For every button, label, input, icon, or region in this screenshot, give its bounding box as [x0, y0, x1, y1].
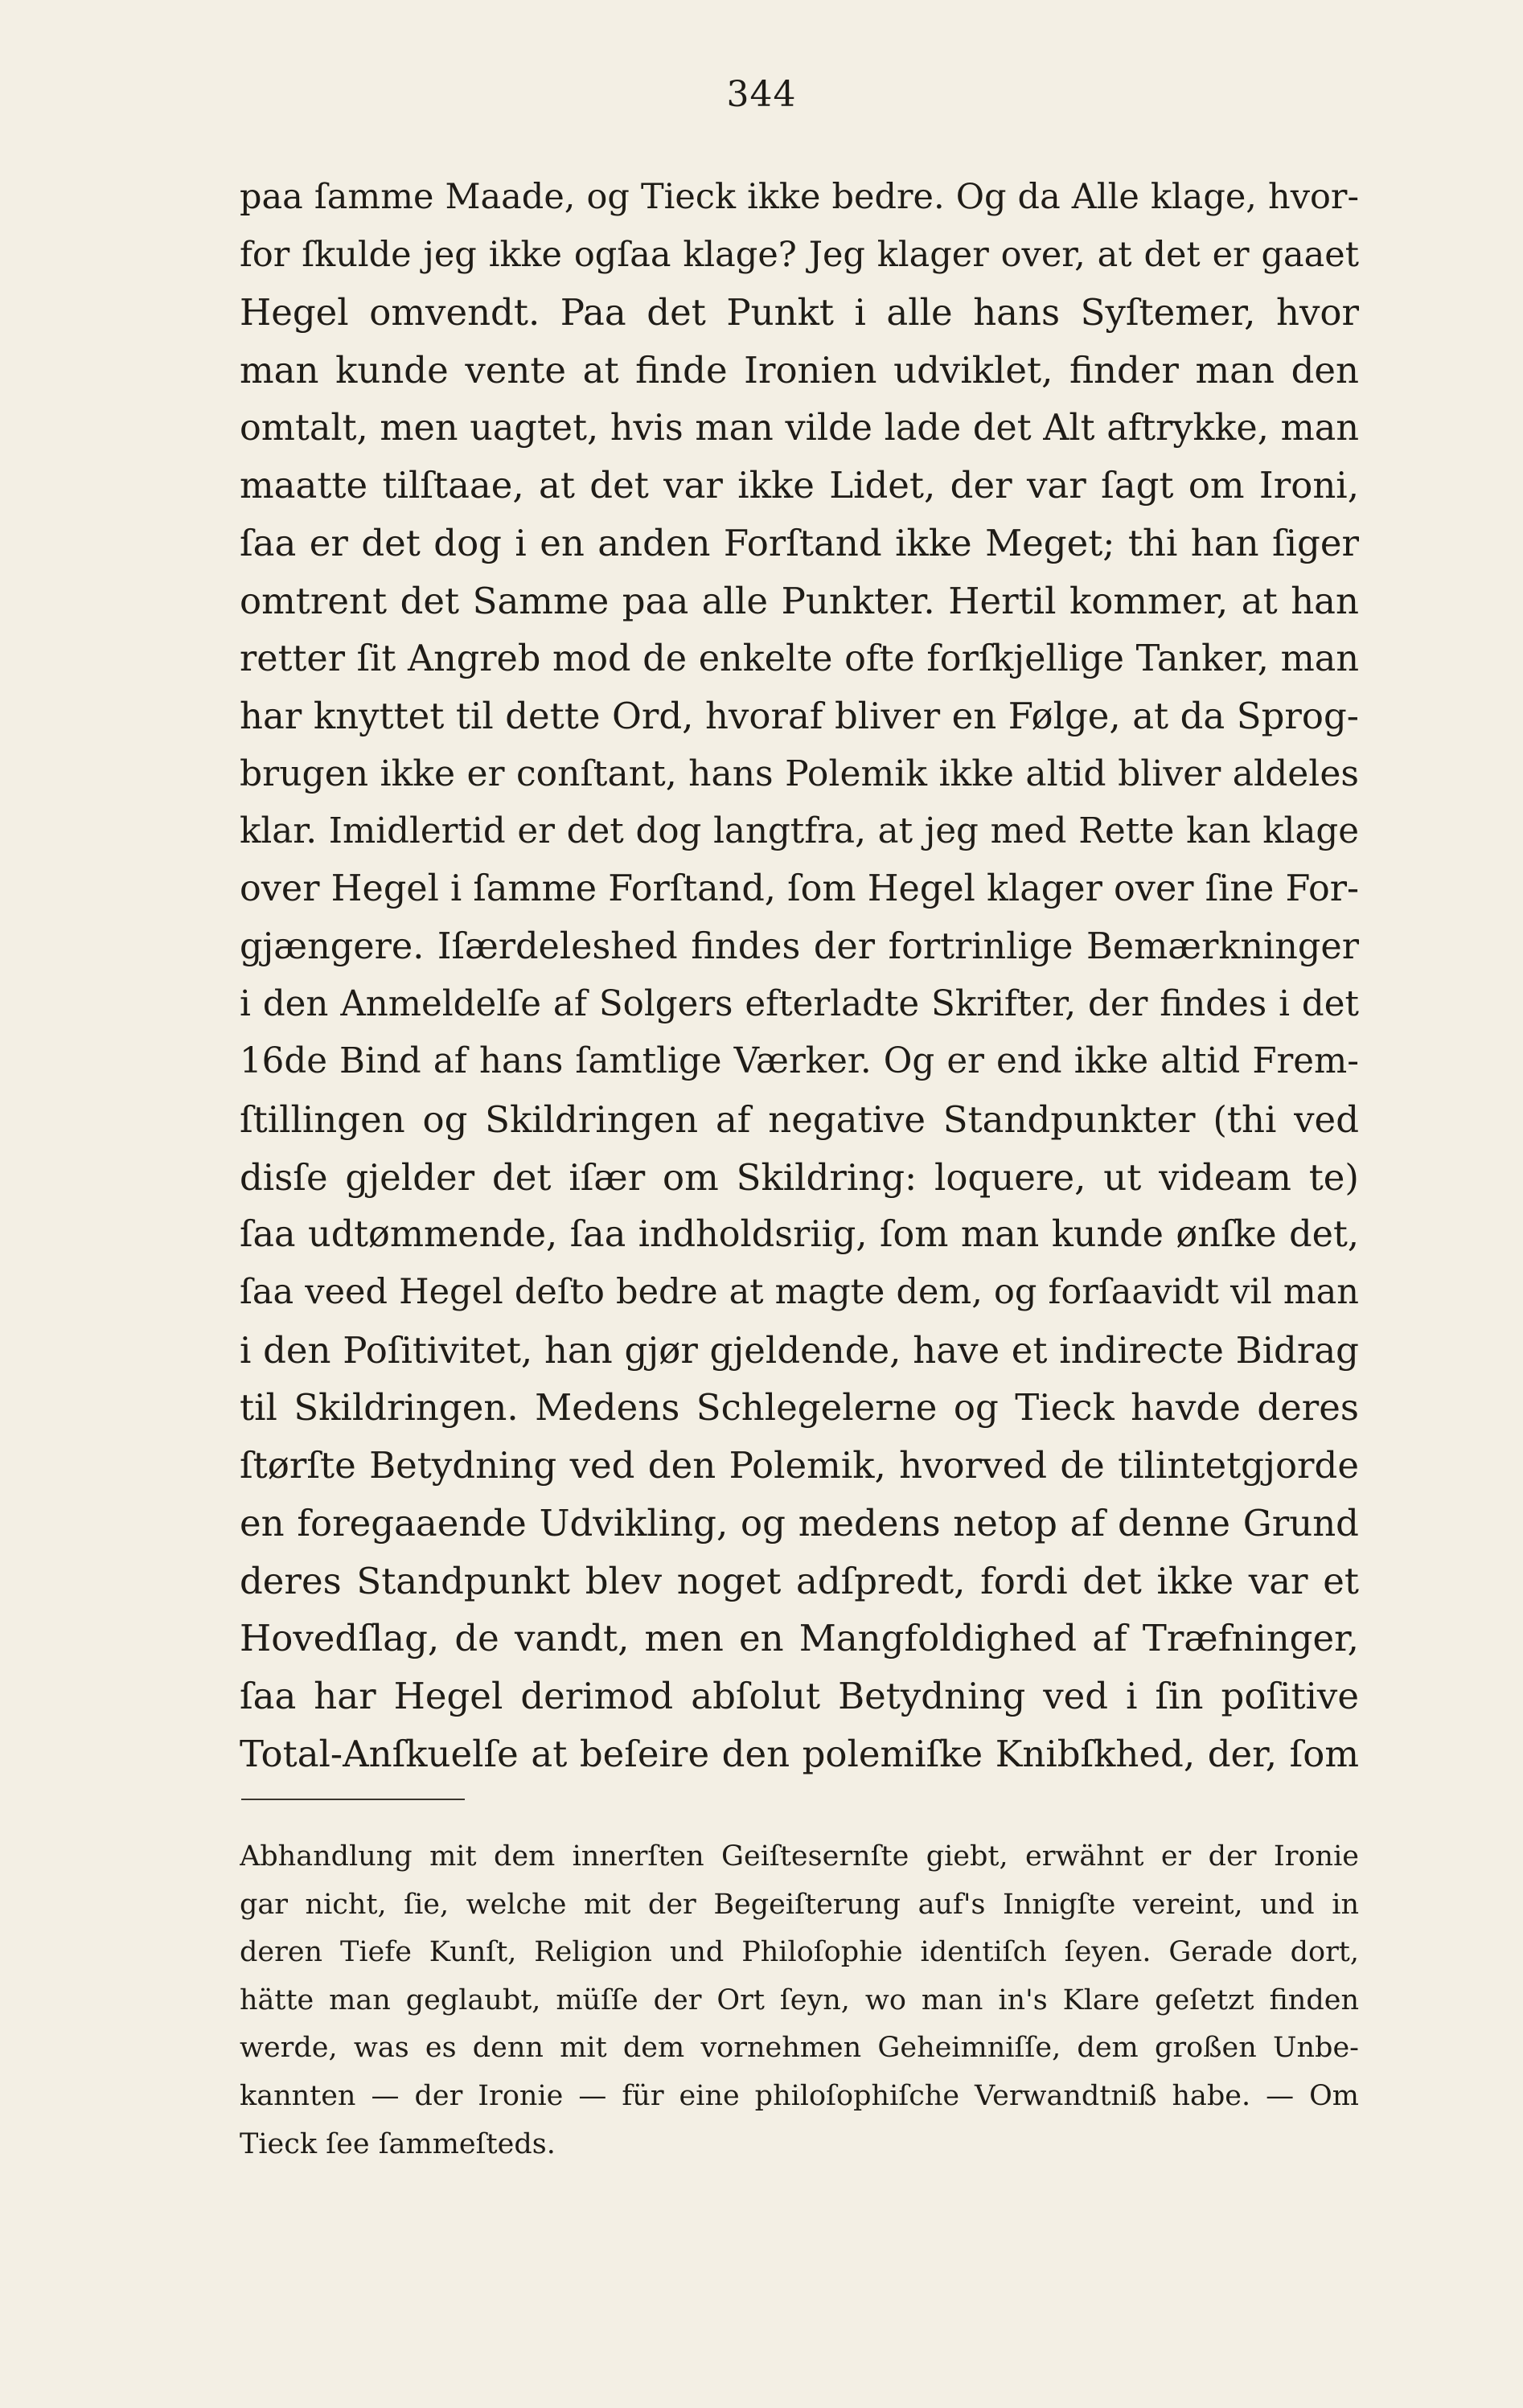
text-line: retter ſit Angreb mod de enkelte ofte forſkjellige Tanker, man	[240, 638, 1359, 679]
footnote-line: kannten — der Ironie — für eine philoſophiſche Verwandtniß habe. — Om	[240, 2079, 1359, 2112]
text-line: disſe gjelder det iſær om Skildring: loquere, ut videam te)	[240, 1155, 1359, 1199]
text-line: man kunde vente at finde Ironien udviklet, finder man den	[240, 349, 1359, 392]
text-line: omtrent det Samme paa alle Punkter. Hertil kommer, at han	[240, 579, 1359, 622]
text-line: Hegel omvendt. Paa det Punkt i alle hans Syſtemer, hvor	[240, 291, 1359, 334]
text-line: ſaa har Hegel derimod abſolut Betydning ved i ſin poſitive	[240, 1674, 1359, 1717]
main-text	[240, 169, 1359, 1782]
text-line: Hovedſlag, de vandt, men en Mangfoldighed af Træfninger,	[240, 1617, 1359, 1660]
text-line: 16de Bind af hans ſamtlige Værker. Og er end ikke altid Frem-	[240, 1041, 1359, 1082]
text-line: til Skildringen. Medens Schlegelerne og Tieck havde deres	[240, 1386, 1359, 1430]
footnote-line: deren Tiefe Kunſt, Religion und Philoſophie identiſch ſeyen. Gerade dort,	[240, 1936, 1359, 1969]
text-line: maatte tilſtaae, at det var ikke Lidet, der var ſagt om Ironi,	[240, 464, 1359, 507]
text-line: ſaa veed Hegel deſto bedre at magte dem, og forſaavidt vil man	[240, 1272, 1359, 1313]
footnote-line: werde, was es denn mit dem vornehmen Geheimniſſe, dem großen Unbe-	[240, 2032, 1359, 2065]
footnote	[240, 1833, 1359, 2168]
text-line: ſtørſte Betydning ved den Polemik, hvorved de tilintetgjorde	[240, 1444, 1359, 1487]
text-line: ſaa udtømmende, ſaa indholdsriig, ſom man kunde ønſke det,	[240, 1214, 1359, 1256]
text-line: over Hegel i ſamme Forſtand, ſom Hegel klager over ſine For-	[240, 868, 1359, 910]
text-line: gjængere. Iſærdeleshed findes der fortrinlige Bemærkninger	[240, 925, 1359, 967]
text-line: ſaa er det dog i en anden Forſtand ikke Meget; thi han ſiger	[240, 522, 1359, 565]
text-line: Total-Anſkuelſe at beſeire den polemiſke Knibſkhed, der, ſom	[240, 1732, 1359, 1775]
page-number: 344	[726, 74, 797, 115]
text-line: i den Anmeldelſe af Solgers efterladte Skrifter, der findes i det	[240, 983, 1359, 1024]
text-line: brugen ikke er conſtant, hans Polemik ikke altid bliver aldeles	[240, 753, 1359, 794]
footnote-line: gar nicht, ſie, welche mit der Begeiſterung auf's Innigſte vereint, und in	[240, 1888, 1359, 1921]
text-line: klar. Imidlertid er det dog langtfra, at jeg med Rette kan klage	[240, 810, 1359, 851]
footnote-divider	[241, 1799, 465, 1800]
footnote-line: hätte man geglaubt, müſſe der Ort ſeyn, wo man in's Klare geſetzt finden	[240, 1983, 1359, 2016]
text-line: en foregaaende Udvikling, og medens netop af denne Grund	[240, 1501, 1359, 1544]
footnote-line: Abhandlung mit dem innerſten Geiſtesernſte giebt, erwähnt er der Ironie	[240, 1840, 1359, 1873]
text-line: i den Poſitivitet, han gjør gjeldende, have et indirecte Bidrag	[240, 1328, 1359, 1372]
text-line: ſtillingen og Skildringen af negative Standpunkter (thi ved	[240, 1098, 1359, 1141]
text-line: for ſkulde jeg ikke ogſaa klage? Jeg klager over, at det er gaaet	[240, 234, 1359, 275]
text-line: omtalt, men uagtet, hvis man vilde lade det Alt aftrykke, man	[240, 407, 1359, 449]
footnote-line: Tieck ſee ſammeſteds.	[240, 2127, 556, 2160]
text-line: har knyttet til dette Ord, hvoraf bliver en Følge, at da Sprog-	[240, 695, 1359, 738]
text-line: paa ſamme Maade, og Tieck ikke bedre. Og da Alle klage, hvor-	[240, 177, 1359, 217]
text-line: deres Standpunkt blev noget adſpredt, fordi det ikke var et	[240, 1559, 1359, 1602]
